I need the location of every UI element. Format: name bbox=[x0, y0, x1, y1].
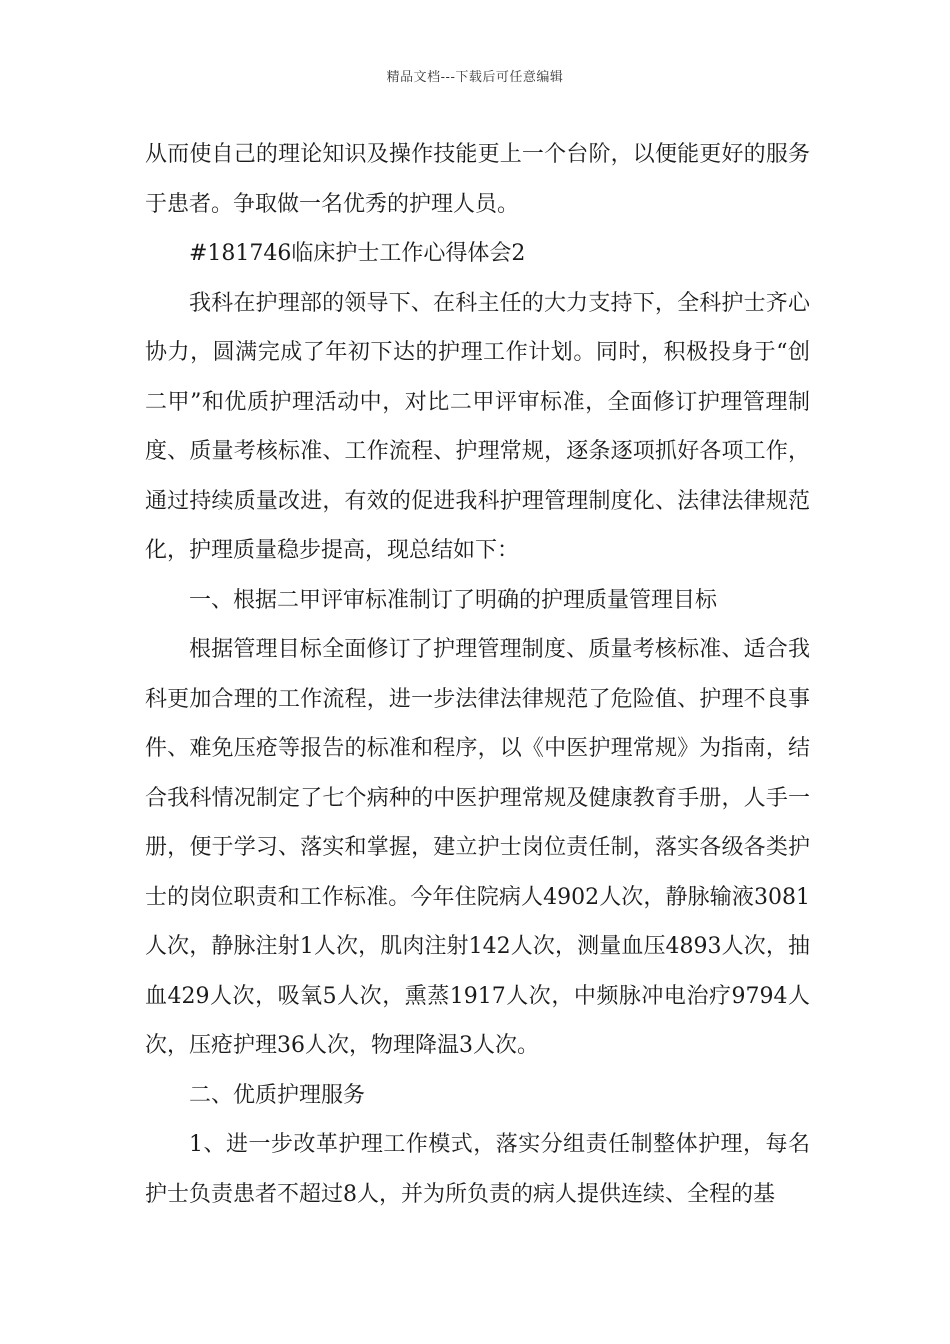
paragraph-continuation: 从而使自己的理论知识及操作技能更上一个台阶，以便能更好的服务于患者。争取做一名优秀的护理人员。 bbox=[145, 142, 810, 217]
paragraph-management: 根据管理目标全面修订了护理管理制度、质量考核标准、适合我科更加合理的工作流程，进一步法律法律规范了危险值、护理不良事件、难免压疮等报告的标准和程序，以《中医护理常规》为指南，结合我科情况制定了七个病种的中医护理常规及健康教育手册，人手一册，便于学习、落实和掌握，建立护士岗位责任制，落实各级各类护士的岗位职责和工作标准。今年住院病人4902人次，静脉输液3081人次，静脉注射1人次，肌肉注射142人次，测量血压4893人次，抽血429人次，吸氧5人次，熏蒸1917人次，中频脉冲电治疗9794人次，压疮护理36人次，物理降温3人次。 bbox=[145, 637, 810, 1058]
paragraph-reform: 1、进一步改革护理工作模式，落实分组责任制整体护理，每名护士负责患者不超过8人，并为所负责的病人提供连续、全程的基 bbox=[145, 1132, 810, 1207]
section-title: #181746临床护士工作心得体会2 bbox=[189, 241, 526, 266]
document-body bbox=[145, 130, 810, 1219]
paragraph-intro: 我科在护理部的领导下、在科主任的大力支持下，全科护士齐心协力，圆满完成了年初下达的护理工作计划。同时，积极投身于“创二甲”和优质护理活动中，对比二甲评审标准，全面修订护理管理制度、质量考核标准、工作流程、护理常规，逐条逐项抓好各项工作，通过持续质量改进，有效的促进我科护理管理制度化、法律法律规范化，护理质量稳步提高，现总结如下： bbox=[145, 290, 810, 563]
heading-two: 二、优质护理服务 bbox=[189, 1082, 366, 1108]
heading-one: 一、根据二甲评审标准制订了明确的护理质量管理目标 bbox=[189, 587, 718, 613]
page-header: 精品文档---下载后可任意编辑 bbox=[386, 70, 564, 85]
